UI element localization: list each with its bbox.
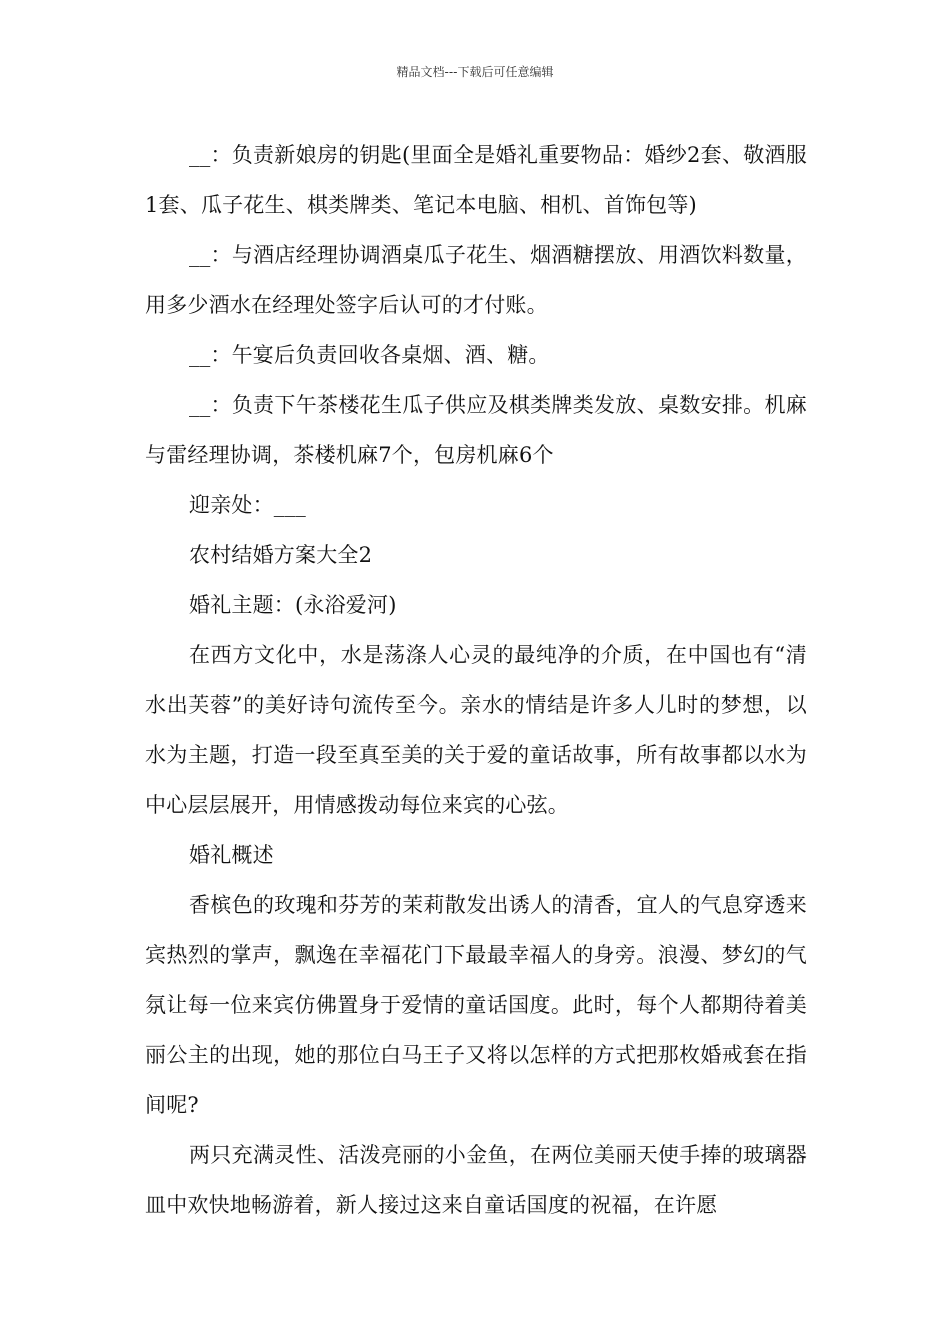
page-header: 精品文档---下载后可任意编辑 — [396, 65, 554, 79]
paragraph-1: __：负责新娘房的钥匙(里面全是婚礼重要物品：婚纱2套、敬酒服1套、瓜子花生、棋类牌类、笔记本电脑、相机、首饰包等) — [145, 143, 807, 217]
paragraph-2: __：与酒店经理协调酒桌瓜子花生、烟酒糖摆放、用酒饮料数量，用多少酒水在经理处签字后认可的才付账。 — [145, 243, 807, 317]
document-body — [145, 130, 807, 1230]
paragraph-5: 迎亲处：___ — [189, 493, 306, 517]
paragraph-theme-description: 在西方文化中，水是荡涤人心灵的最纯净的介质，在中国也有“清水出芙蓉”的美好诗句流传至今。亲水的情结是许多人儿时的梦想，以水为主题，打造一段至真至美的关于爱的童话故事，所有故事都以水为中心层层展开，用情感拨动每位来宾的心弦。 — [145, 643, 807, 817]
section-heading-overview: 婚礼概述 — [189, 843, 274, 867]
paragraph-3: __：午宴后负责回收各桌烟、酒、糖。 — [189, 343, 550, 367]
paragraph-overview-1: 香槟色的玫瑰和芬芳的茉莉散发出诱人的清香，宜人的气息穿透来宾热烈的掌声，飘逸在幸福花门下最最幸福人的身旁。浪漫、梦幻的气氛让每一位来宾仿佛置身于爱情的童话国度。此时，每个人都期待着美丽公主的出现，她的那位白马王子又将以怎样的方式把那枚婚戒套在指间呢? — [145, 893, 807, 1117]
paragraph-4: __：负责下午茶楼花生瓜子供应及棋类牌类发放、桌数安排。机麻与雷经理协调，茶楼机麻7个，包房机麻6个 — [145, 393, 807, 467]
section-heading-plan-2: 农村结婚方案大全2 — [189, 543, 373, 567]
paragraph-overview-2: 两只充满灵性、活泼亮丽的小金鱼，在两位美丽天使手捧的玻璃器皿中欢快地畅游着，新人接过这来自童话国度的祝福，在许愿 — [145, 1143, 807, 1217]
wedding-theme-line: 婚礼主题：(永浴爱河) — [189, 593, 397, 617]
